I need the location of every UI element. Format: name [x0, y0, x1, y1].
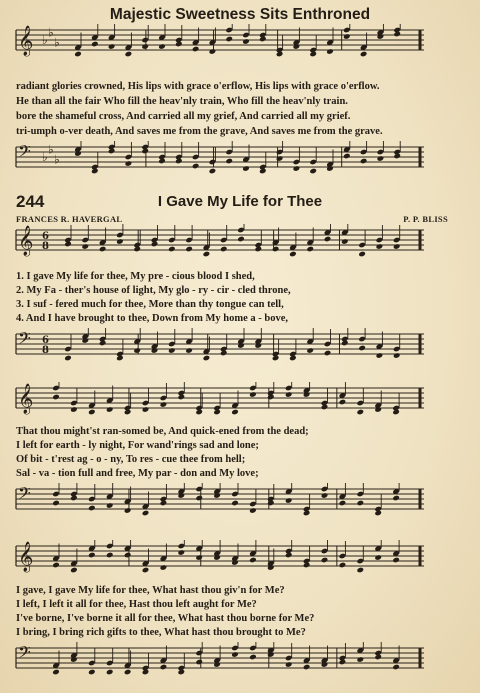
lyricist-credit: FRANCES R. HAVERGAL [16, 214, 123, 224]
note-head [259, 168, 267, 175]
note-head [357, 409, 365, 416]
lyric-line: Of bit - t'rest ag - o - ny, To res - cue thee from hell; [16, 454, 246, 465]
note-head [225, 158, 233, 165]
note-head [276, 51, 284, 58]
note-head [267, 651, 275, 658]
bass-clef-icon: 𝄢 [18, 328, 31, 352]
note-head [124, 669, 132, 676]
note-head [160, 401, 168, 408]
note-head [192, 46, 200, 53]
note-head [343, 33, 351, 40]
music-staff [14, 483, 428, 533]
note-head [272, 355, 280, 362]
note-head [339, 659, 347, 666]
note-head [357, 656, 365, 663]
note-head [393, 352, 401, 359]
note-head [52, 500, 60, 507]
note-head [303, 562, 311, 569]
note-head [249, 654, 257, 661]
note-head [255, 246, 263, 253]
note-head [175, 158, 183, 165]
note-head [141, 43, 149, 50]
note-head [267, 564, 275, 571]
note-head [220, 350, 228, 357]
note-head [255, 342, 263, 349]
composer-credit: P. P. BLISS [403, 214, 448, 224]
note-head [52, 669, 60, 676]
note-head [289, 251, 297, 258]
note-head [357, 500, 365, 507]
lyric-line: I left for earth - ly night, For wand'rings sad and lone; [16, 440, 259, 451]
time-signature-top: 6 [42, 231, 49, 242]
note-head [392, 557, 400, 564]
note-head [339, 500, 347, 507]
note-head [106, 669, 114, 676]
note-head [376, 243, 384, 250]
note-head [142, 406, 150, 413]
note-head [358, 345, 366, 352]
note-head [185, 246, 193, 253]
note-head [393, 31, 401, 38]
note-head [339, 399, 347, 406]
note-head [392, 495, 400, 502]
note-head [321, 557, 329, 564]
note-head [195, 554, 203, 561]
flat-sign-icon: ♭ [54, 152, 60, 167]
note-head [289, 355, 297, 362]
note-head [203, 355, 211, 362]
note-head [151, 347, 159, 354]
note-head [160, 664, 168, 671]
note-head [88, 669, 96, 676]
treble-clef-icon: 𝄞 [18, 226, 34, 256]
note-head [158, 158, 166, 165]
note-head [213, 492, 221, 499]
note-head [267, 500, 275, 507]
note-head [392, 664, 400, 671]
note-head [133, 246, 141, 253]
note-head [70, 495, 78, 502]
lyric-line: I bring, I bring rich gifts to thee, What hast thou brought to Me? [16, 627, 306, 638]
note-head [326, 48, 334, 55]
note-head [52, 562, 60, 569]
note-head [242, 165, 250, 172]
note-head [374, 510, 382, 517]
note-head [249, 557, 257, 564]
music-staff [14, 642, 428, 692]
note-head [168, 246, 176, 253]
lyric-line: He than all the fair Who fill the heav'nly train, Who fill the heav'nly train. [16, 96, 348, 107]
note-head [142, 567, 150, 574]
note-head [309, 168, 317, 175]
bass-clef-icon: 𝄢 [18, 141, 31, 165]
flat-sign-icon: ♭ [54, 35, 60, 50]
music-staff [14, 540, 428, 590]
note-head [108, 148, 116, 155]
music-staff [14, 328, 428, 378]
note-head [203, 251, 211, 258]
note-head [377, 33, 385, 40]
note-head [267, 394, 275, 401]
note-head [160, 500, 168, 507]
note-head [343, 153, 351, 160]
hymn-title: I Gave My Life for Thee [157, 193, 323, 210]
note-head [142, 669, 150, 676]
note-head [106, 502, 114, 509]
note-head [124, 409, 132, 416]
note-head [225, 36, 233, 43]
music-staff [14, 24, 428, 84]
note-head [220, 246, 228, 253]
lyric-line: 4. And I have brought to thee, Down from My home a - bove, [16, 313, 289, 324]
note-head [64, 355, 72, 362]
flat-sign-icon: ♭ [42, 150, 48, 164]
note-head [374, 406, 382, 413]
note-head [341, 238, 349, 245]
note-head [377, 155, 385, 162]
note-head [209, 48, 217, 55]
note-head [64, 241, 72, 248]
flat-sign-icon: ♭ [48, 142, 54, 157]
note-head [213, 409, 221, 416]
treble-clef-icon: 𝄞 [18, 26, 34, 56]
note-head [259, 36, 267, 43]
note-head [133, 347, 141, 354]
lyric-line: 2. My Fa - ther's house of light, My glo - ry - cir - cled throne, [16, 285, 291, 296]
note-head [339, 562, 347, 569]
note-head [341, 340, 349, 347]
note-head [175, 41, 183, 48]
time-signature-bottom: 8 [42, 345, 49, 356]
time-signature-top: 6 [42, 335, 49, 346]
lyric-line: tri-umph o-ver death, And saves me from the grave, And saves me from the grave. [16, 126, 383, 137]
note-head [285, 661, 293, 668]
note-head [242, 38, 250, 45]
bass-clef-icon: 𝄢 [18, 483, 31, 507]
note-head [374, 654, 382, 661]
note-head [82, 243, 90, 250]
note-head [178, 492, 186, 499]
note-head [74, 150, 82, 157]
note-head [195, 409, 203, 416]
note-head [70, 656, 78, 663]
music-staff [14, 224, 428, 274]
note-head [303, 664, 311, 671]
note-head [393, 153, 401, 160]
lyric-line: I've borne, I've borne it all for thee, What hast thou borne for Me? [16, 613, 315, 624]
note-head [52, 394, 60, 401]
note-head [158, 43, 166, 50]
time-signature-bottom: 8 [42, 241, 49, 252]
note-head [326, 165, 334, 172]
note-head [70, 567, 78, 574]
note-head [237, 236, 245, 243]
note-head [321, 492, 329, 499]
note-head [293, 43, 301, 50]
note-head [249, 507, 257, 514]
note-head [185, 347, 193, 354]
note-head [141, 148, 149, 155]
lyric-line: radiant glories crowned, His lips with grace o'erflow, His lips with grace o'erflow. [16, 81, 380, 92]
note-head [360, 51, 368, 58]
note-head [306, 347, 314, 354]
note-head [192, 163, 200, 170]
treble-clef-icon: 𝄞 [18, 542, 34, 572]
note-head [178, 669, 186, 676]
bass-clef-icon: 𝄢 [18, 642, 31, 666]
note-head [106, 552, 114, 559]
music-staff [14, 141, 428, 189]
note-head [125, 160, 133, 167]
note-head [231, 409, 239, 416]
note-head [237, 342, 245, 349]
note-head [99, 340, 107, 347]
note-head [142, 510, 150, 517]
lyric-line: bore the shameful cross, And carried all my grief, And carried all my grief. [16, 111, 351, 122]
note-head [324, 236, 332, 243]
note-head [124, 552, 132, 559]
note-head [99, 246, 107, 253]
note-head [213, 554, 221, 561]
note-head [231, 500, 239, 507]
note-head [276, 155, 284, 162]
note-head [125, 51, 133, 58]
note-head [88, 505, 96, 512]
note-head [106, 406, 114, 413]
note-head [178, 549, 186, 556]
lyric-line: Sal - va - tion full and free, My par - don and My love; [16, 468, 259, 479]
note-head [160, 564, 168, 571]
note-head [306, 246, 314, 253]
note-head [70, 406, 78, 413]
note-head [285, 391, 293, 398]
note-head [358, 251, 366, 258]
hymn-number: 244 [16, 192, 45, 211]
note-head [195, 659, 203, 666]
treble-clef-icon: 𝄞 [18, 384, 34, 414]
note-head [195, 495, 203, 502]
note-head [151, 241, 159, 248]
note-head [285, 497, 293, 504]
note-head [74, 51, 82, 58]
note-head [272, 246, 280, 253]
note-head [91, 41, 99, 48]
note-head [303, 510, 311, 517]
lyric-line: I left, I left it all for thee, Hast thou left aught for Me? [16, 599, 257, 610]
lyric-line: I gave, I gave My life for thee, What hast thou giv'n for Me? [16, 585, 285, 596]
hymn-title: Majestic Sweetness Sits Enthroned [109, 6, 371, 23]
note-head [231, 559, 239, 566]
lyric-line: 3. I suf - fered much for thee, More than thy tongue can tell, [16, 299, 284, 310]
note-head [285, 552, 293, 559]
note-head [168, 347, 176, 354]
note-head [374, 554, 382, 561]
note-head [324, 350, 332, 357]
note-head [88, 552, 96, 559]
flat-sign-icon: ♭ [48, 25, 54, 40]
note-head [124, 507, 132, 514]
note-head [178, 394, 186, 401]
note-head [116, 238, 124, 245]
note-head [209, 168, 217, 175]
note-head [293, 165, 301, 172]
note-head [231, 651, 239, 658]
note-head [357, 567, 365, 574]
lyric-line: That thou might'st ran-somed be, And quick-ened from the dead; [16, 426, 309, 437]
note-head [249, 391, 257, 398]
note-head [321, 661, 329, 668]
note-head [309, 51, 317, 58]
note-head [303, 391, 311, 398]
note-head [91, 168, 99, 175]
note-head [321, 404, 329, 411]
note-head [376, 352, 384, 359]
note-head [82, 337, 90, 344]
flat-sign-icon: ♭ [42, 33, 48, 47]
note-head [108, 43, 116, 50]
note-head [392, 409, 400, 416]
note-head [116, 355, 124, 362]
note-head [213, 661, 221, 668]
note-head [88, 409, 96, 416]
note-head [360, 158, 368, 165]
note-head [393, 243, 401, 250]
lyric-line: 1. I gave My life for thee, My pre - cious blood I shed, [16, 271, 255, 282]
